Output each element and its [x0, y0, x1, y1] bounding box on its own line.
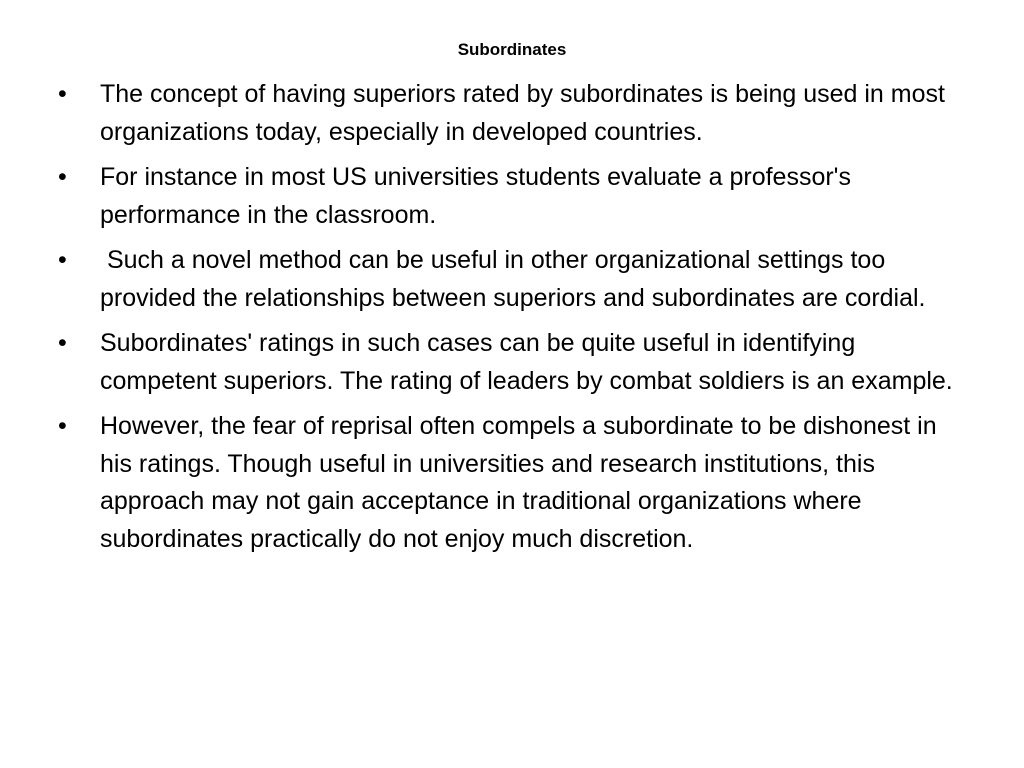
bullet-text: However, the fear of reprisal often compels a subordinate to be dishonest in his ratings. Though useful in universities and research institutions, this approach may not gain acceptance in traditional organizations where subordinates practically do not enjoy much discretion. — [100, 412, 944, 553]
bullet-item — [58, 159, 970, 234]
bullet-text: Such a novel method can be useful in other organizational settings too provided the relationships between superiors and subordinates are cordial. — [100, 246, 926, 312]
bullet-list — [58, 76, 970, 566]
bullet-marker: • — [58, 329, 67, 357]
bullet-text: The concept of having superiors rated by subordinates is being used in most organizations today, especially in developed countries. — [100, 80, 952, 146]
bullet-text: Subordinates' ratings in such cases can be quite useful in identifying competent superiors. The rating of leaders by combat soldiers is an example. — [100, 329, 953, 395]
bullet-text: For instance in most US universities students evaluate a professor's performance in the classroom. — [100, 163, 858, 229]
bullet-marker: • — [58, 163, 67, 191]
bullet-marker: • — [58, 246, 67, 274]
bullet-item — [58, 325, 970, 400]
bullet-item — [58, 76, 970, 151]
bullet-item — [58, 242, 970, 317]
slide-title: Subordinates — [457, 40, 567, 59]
bullet-item — [58, 408, 970, 558]
bullet-marker: • — [58, 80, 67, 108]
bullet-marker: • — [58, 412, 67, 440]
